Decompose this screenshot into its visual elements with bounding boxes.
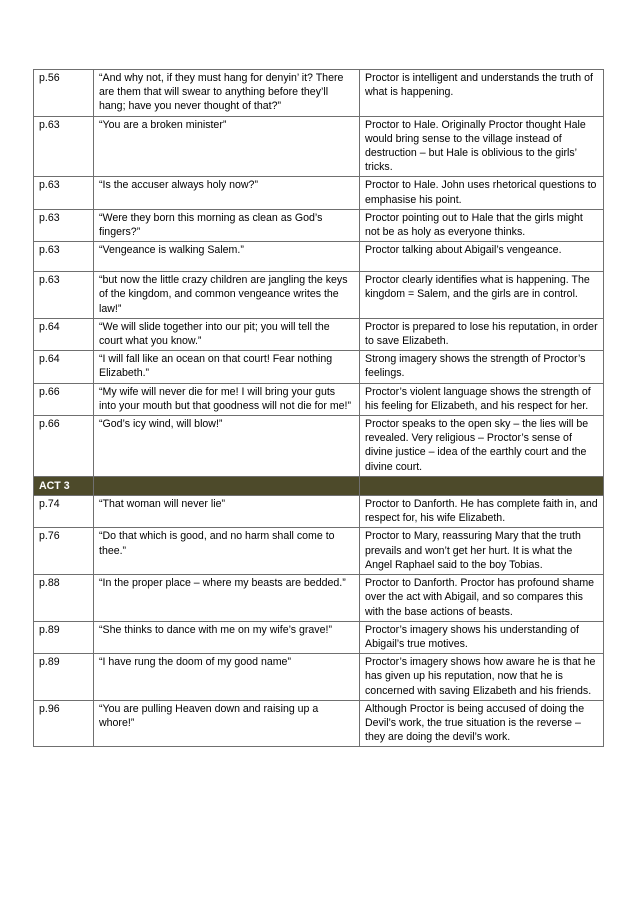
page-cell: p.74	[34, 496, 94, 528]
table-row	[34, 242, 604, 272]
comment-cell: Proctor to Hale. Originally Proctor thought Hale would bring sense to the village instead of destruction – but Hale is oblivious to the girls’ tricks.	[360, 116, 604, 177]
quote-cell: “I have rung the doom of my good name”	[94, 654, 360, 701]
quote-cell: “And why not, if they must hang for denyin’ it? There are them that will swear to anything before they’ll hang; have you never thought of that?”	[94, 70, 360, 117]
table-row	[34, 318, 604, 350]
comment-cell: Proctor to Danforth. Proctor has profound shame over the act with Abigail, and so compares this with the base actions of beasts.	[360, 575, 604, 622]
table-row	[34, 116, 604, 177]
quotes-table	[33, 69, 604, 747]
comment-cell: Proctor to Mary, reassuring Mary that the truth prevails and won’t get her hurt. It is what the Angel Raphael said to the boy Tobias.	[360, 528, 604, 575]
page-cell: p.64	[34, 318, 94, 350]
quote-cell: “That woman will never lie”	[94, 496, 360, 528]
quote-cell: “In the proper place – where my beasts are bedded.”	[94, 575, 360, 622]
comment-cell: Proctor is prepared to lose his reputation, in order to save Elizabeth.	[360, 318, 604, 350]
page-cell: p.88	[34, 575, 94, 622]
table-row	[34, 209, 604, 241]
comment-cell: Proctor to Hale. John uses rhetorical questions to emphasise his point.	[360, 177, 604, 209]
comment-cell: Proctor to Danforth. He has complete faith in, and respect for, his wife Elizabeth.	[360, 496, 604, 528]
quote-cell: “My wife will never die for me! I will bring your guts into your mouth but that goodness will not die for me!”	[94, 383, 360, 415]
page-cell: p.96	[34, 700, 94, 747]
comment-cell: Proctor pointing out to Hale that the girls might not be as holy as everyone thinks.	[360, 209, 604, 241]
page-cell: p.63	[34, 242, 94, 272]
act-header-blank	[360, 476, 604, 495]
table-row	[34, 528, 604, 575]
quote-cell: “You are pulling Heaven down and raising up a whore!”	[94, 700, 360, 747]
page-cell: p.66	[34, 416, 94, 477]
act-label: ACT 3	[34, 476, 94, 495]
quote-cell: “I will fall like an ocean on that court! Fear nothing Elizabeth.”	[94, 351, 360, 383]
page-cell: p.76	[34, 528, 94, 575]
comment-cell: Proctor’s imagery shows how aware he is that he has given up his reputation, now that he is concerned with saving Elizabeth and his friends.	[360, 654, 604, 701]
table-row	[34, 177, 604, 209]
comment-cell: Proctor’s imagery shows his understanding of Abigail’s true motives.	[360, 621, 604, 653]
table-row	[34, 416, 604, 477]
page-cell: p.89	[34, 621, 94, 653]
act-header-row	[34, 476, 604, 495]
page-cell: p.66	[34, 383, 94, 415]
page-cell: p.63	[34, 177, 94, 209]
table-row	[34, 272, 604, 319]
page-cell: p.89	[34, 654, 94, 701]
page-cell: p.56	[34, 70, 94, 117]
quote-cell: “but now the little crazy children are jangling the keys of the kingdom, and common vengeance writes the law!”	[94, 272, 360, 319]
table-row	[34, 383, 604, 415]
quote-cell: “Vengeance is walking Salem.”	[94, 242, 360, 272]
comment-cell: Proctor’s violent language shows the strength of his feeling for Elizabeth, and his respect for her.	[360, 383, 604, 415]
quote-cell: “Is the accuser always holy now?”	[94, 177, 360, 209]
act-header-blank	[94, 476, 360, 495]
table-row	[34, 654, 604, 701]
comment-cell: Proctor talking about Abigail’s vengeance.	[360, 242, 604, 272]
table-row	[34, 351, 604, 383]
comment-cell: Although Proctor is being accused of doing the Devil’s work, the true situation is the reverse – they are doing the devil’s work.	[360, 700, 604, 747]
comment-cell: Proctor is intelligent and understands the truth of what is happening.	[360, 70, 604, 117]
page-cell: p.63	[34, 272, 94, 319]
page-cell: p.63	[34, 116, 94, 177]
table-row	[34, 575, 604, 622]
page-cell: p.63	[34, 209, 94, 241]
quote-cell: “Do that which is good, and no harm shall come to thee.”	[94, 528, 360, 575]
comment-cell: Strong imagery shows the strength of Proctor’s feelings.	[360, 351, 604, 383]
page-cell: p.64	[34, 351, 94, 383]
comment-cell: Proctor clearly identifies what is happening. The kingdom = Salem, and the girls are in control.	[360, 272, 604, 319]
table-row	[34, 700, 604, 747]
quote-cell: “She thinks to dance with me on my wife’s grave!”	[94, 621, 360, 653]
table-row	[34, 496, 604, 528]
table-row	[34, 70, 604, 117]
table-row	[34, 621, 604, 653]
quote-cell: “Were they born this morning as clean as God’s fingers?”	[94, 209, 360, 241]
quote-cell: “God’s icy wind, will blow!”	[94, 416, 360, 477]
quote-cell: “We will slide together into our pit; you will tell the court what you know.”	[94, 318, 360, 350]
comment-cell: Proctor speaks to the open sky – the lies will be revealed. Very religious – Proctor’s sense of divine justice – idea of the earthly court and the divine court.	[360, 416, 604, 477]
quote-cell: “You are a broken minister”	[94, 116, 360, 177]
